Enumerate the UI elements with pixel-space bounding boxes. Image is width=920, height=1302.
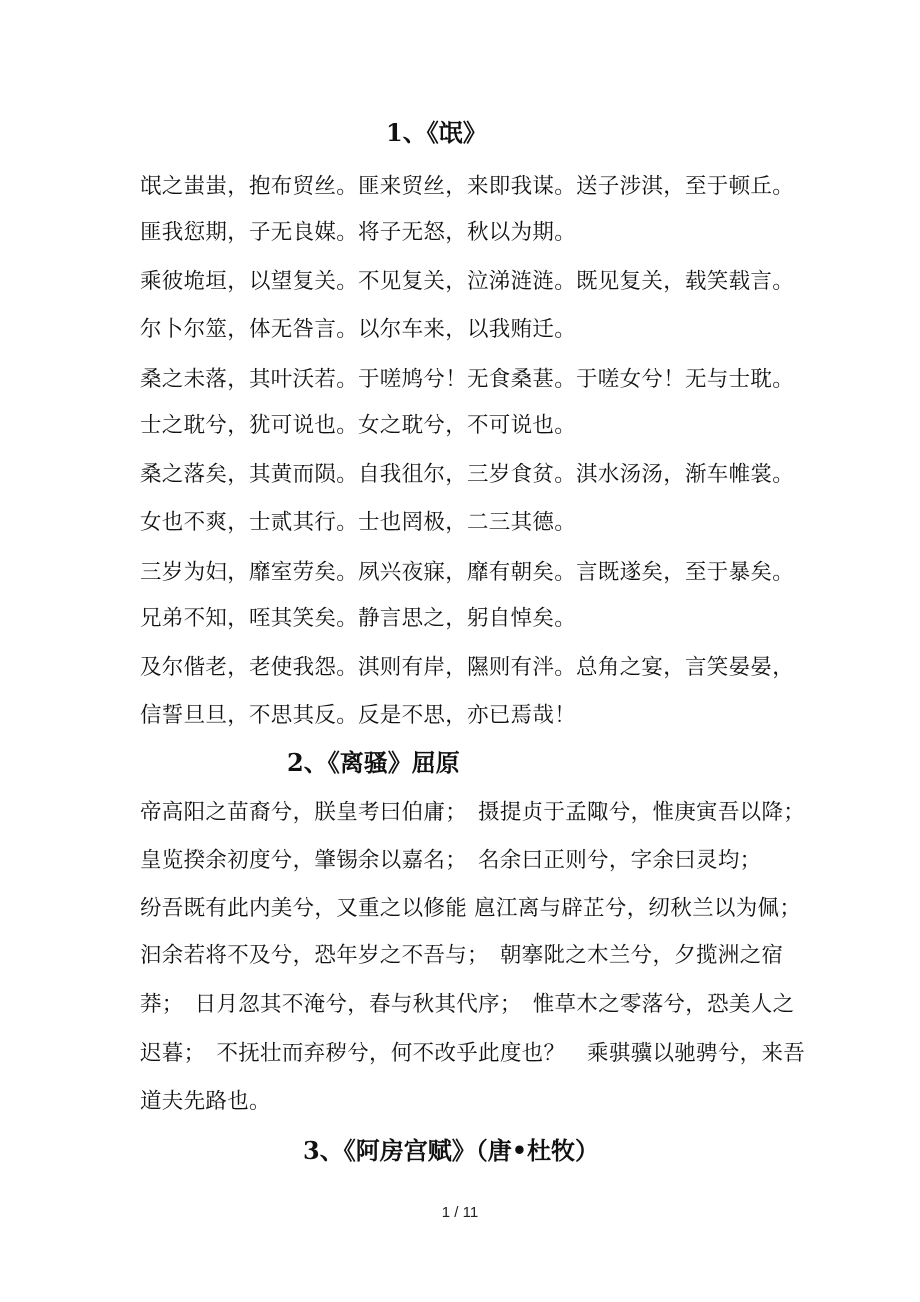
section1-line-10: 兄弟不知，咥其笑矣。静言思之，躬自悼矣。: [140, 606, 577, 631]
section1-line-11: 及尔偕老，老使我怨。淇则有岸，隰则有泮。总角之宴，言笑晏晏，: [140, 655, 795, 680]
section1-line-1: 氓之蚩蚩，抱布贸丝。匪来贸丝，来即我谋。送子涉淇，至于顿丘。: [140, 174, 795, 199]
section2-line-1: 帝高阳之苗裔兮，朕皇考曰伯庸； 摄提贞于孟陬兮，惟庚寅吾以降；: [140, 800, 806, 825]
section1-title: 1、《氓》: [386, 118, 487, 147]
section1-line-2: 匪我愆期，子无良媒。将子无怒，秋以为期。: [140, 220, 577, 245]
section2-line-3: 纷吾既有此内美兮，又重之以修能 扈江离与辟芷兮，纫秋兰以为佩；: [140, 896, 802, 921]
section1-line-5: 桑之未落，其叶沃若。于嗟鸠兮！无食桑葚。于嗟女兮！无与士耽。: [140, 367, 795, 392]
section1-line-12: 信誓旦旦，不思其反。反是不思，亦已焉哉！: [140, 703, 577, 728]
section2-line-6: 迟暮； 不抚壮而弃秽兮，何不改乎此度也？ 乘骐骥以驰骋兮，来吾: [140, 1041, 806, 1066]
section2-line-5: 莽； 日月忽其不淹兮，春与秋其代序； 惟草木之零落兮，恐美人之: [140, 992, 795, 1017]
section2-line-7: 道夫先路也。: [140, 1089, 271, 1114]
section2-title: 2、《离骚》屈原: [287, 748, 460, 777]
section1-line-7: 桑之落矣，其黄而陨。自我徂尔，三岁食贫。淇水汤汤，渐车帷裳。: [140, 462, 795, 487]
section2-line-4: 汩余若将不及兮，恐年岁之不吾与； 朝搴阰之木兰兮，夕揽洲之宿: [140, 943, 784, 968]
section1-line-9: 三岁为妇，靡室劳矣。夙兴夜寐，靡有朝矣。言既遂矣，至于暴矣。: [140, 560, 795, 585]
section1-line-6: 士之耽兮，犹可说也。女之耽兮，不可说也。: [140, 413, 577, 438]
section2-line-2: 皇览揆余初度兮，肇锡余以嘉名； 名余曰正则兮，字余曰灵均；: [140, 848, 762, 873]
section1-line-8: 女也不爽，士贰其行。士也罔极，二三其德。: [140, 510, 577, 535]
section1-line-3: 乘彼垝垣，以望复关。不见复关，泣涕涟涟。既见复关，载笑载言。: [140, 269, 795, 294]
section3-title: 3、《阿房宫赋》（唐•杜牧）: [303, 1136, 600, 1165]
section1-line-4: 尔卜尔筮，体无咎言。以尔车来，以我贿迁。: [140, 317, 577, 342]
page-number: 1 / 11: [441, 1204, 479, 1221]
